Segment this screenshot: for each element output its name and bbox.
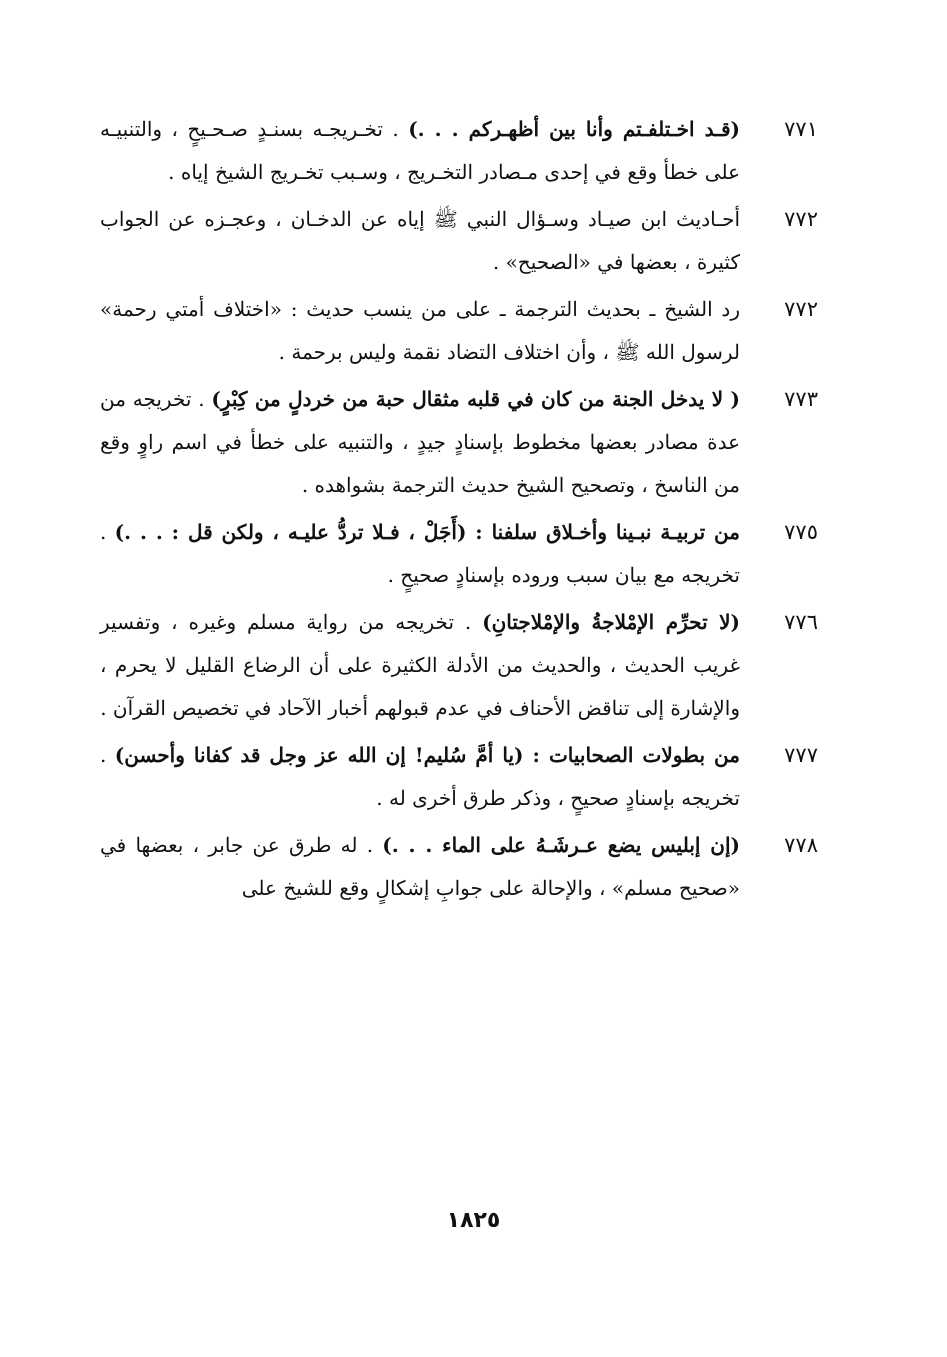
entry-number: ٧٧٦ — [784, 610, 818, 634]
index-page — [100, 108, 818, 914]
entry-text — [100, 511, 740, 597]
entry-number: ٧٧٢ — [784, 207, 818, 231]
entry-description: . تخريجه من رواية مسلم وغيره ، وتفسير غريب الحديث ، والحديث من الأدلة الكثيرة على أن الرضاع القليل لا يحرم ، والإشارة إلى تناقض الأحناف في عدم قبولهم أخبار الآحاد في تخصيص القرآن . — [100, 610, 740, 720]
entry-description: رد الشيخ ـ بحديث الترجمة ـ على من ينسب حديث : «اختلاف أمتي رحمة» لرسول الله ﷺ ، وأن اختلاف التضاد نقمة وليس برحمة . — [100, 297, 740, 364]
index-entry-777 — [100, 734, 818, 820]
page-number: ١٨٢٥ — [446, 1208, 501, 1233]
index-entry-771 — [100, 108, 818, 194]
entry-description: . تخريجه بإسنادٍ صحيحٍ ، وذكر طرق أخرى له . — [100, 743, 740, 810]
hadith-quote: من بطولات الصحابيات : (يا أمَّ سُليم! إن الله عز وجل قد كفانا وأحسن) — [114, 743, 740, 767]
hadith-quote: (إن إبليس يضع عـرشَـهُ على الماء . . .) — [382, 833, 741, 857]
entry-number: ٧٧١ — [784, 117, 818, 141]
entry-number: ٧٧٨ — [784, 833, 818, 857]
entry-text — [100, 288, 740, 374]
entry-description: . تخريجه من عدة مصادر بعضها مخطوط بإسنادٍ جيدٍ ، والتنبيه على خطأ في اسم راوٍ وقع من الناسخ ، وتصحيح الشيخ حديث الترجمة بشواهده . — [100, 387, 740, 497]
index-entry-776 — [100, 601, 818, 730]
hadith-quote: من تربيـة نبـينا وأخـلاق سلفنا : (أَجَلْ ، فـلا تردُّ عليـه ، ولكن قل : . . .) — [114, 520, 740, 544]
entry-text — [100, 824, 740, 910]
index-entry-773 — [100, 378, 818, 507]
entry-text — [100, 198, 740, 284]
entry-text — [100, 601, 740, 730]
index-entry-775 — [100, 511, 818, 597]
entry-number: ٧٧٥ — [784, 520, 818, 544]
entry-description: أحـاديث ابن صيـاد وسـؤال النبي ﷺ إياه عن الدخـان ، وعجـزه عن الجواب كثيرة ، بعضها في «الصحيح» . — [100, 207, 740, 274]
entry-text — [100, 734, 740, 820]
entry-number: ٧٧٧ — [784, 743, 818, 767]
entry-text — [100, 108, 740, 194]
entry-description: . له طرق عن جابر ، بعضها في «صحيح مسلم» ، والإحالة على جوابِ إشكالٍ وقع للشيخ على — [100, 833, 740, 900]
index-entry-772 — [100, 198, 818, 284]
hadith-quote: (لا تحرِّم الإمْلاجةُ والإمْلاجتانِ) — [482, 610, 740, 634]
entry-number: ٧٧٣ — [784, 387, 818, 411]
hadith-quote: (قـد اخـتلفـتم وأنا بين أظهـركم . . .) — [408, 117, 741, 141]
entry-text — [100, 378, 740, 507]
index-entry-772-b — [100, 288, 818, 374]
hadith-quote: ( لا يدخل الجنة من كان في قلبه مثقال حبة من خردلٍ من كِبْرٍ) — [211, 387, 741, 411]
entry-description: . تخـريجـه بسنـدٍ صـحـيحٍ ، والتنبيـه على خطأ وقع في إحدى مـصادر التخـريج ، وسـبب تخـريج الشيخ إياه . — [100, 117, 740, 184]
index-entry-778 — [100, 824, 818, 910]
entry-description: . تخريجه مع بيان سبب وروده بإسنادٍ صحيحٍ . — [100, 520, 740, 587]
entry-number: ٧٧٢ — [784, 297, 818, 321]
